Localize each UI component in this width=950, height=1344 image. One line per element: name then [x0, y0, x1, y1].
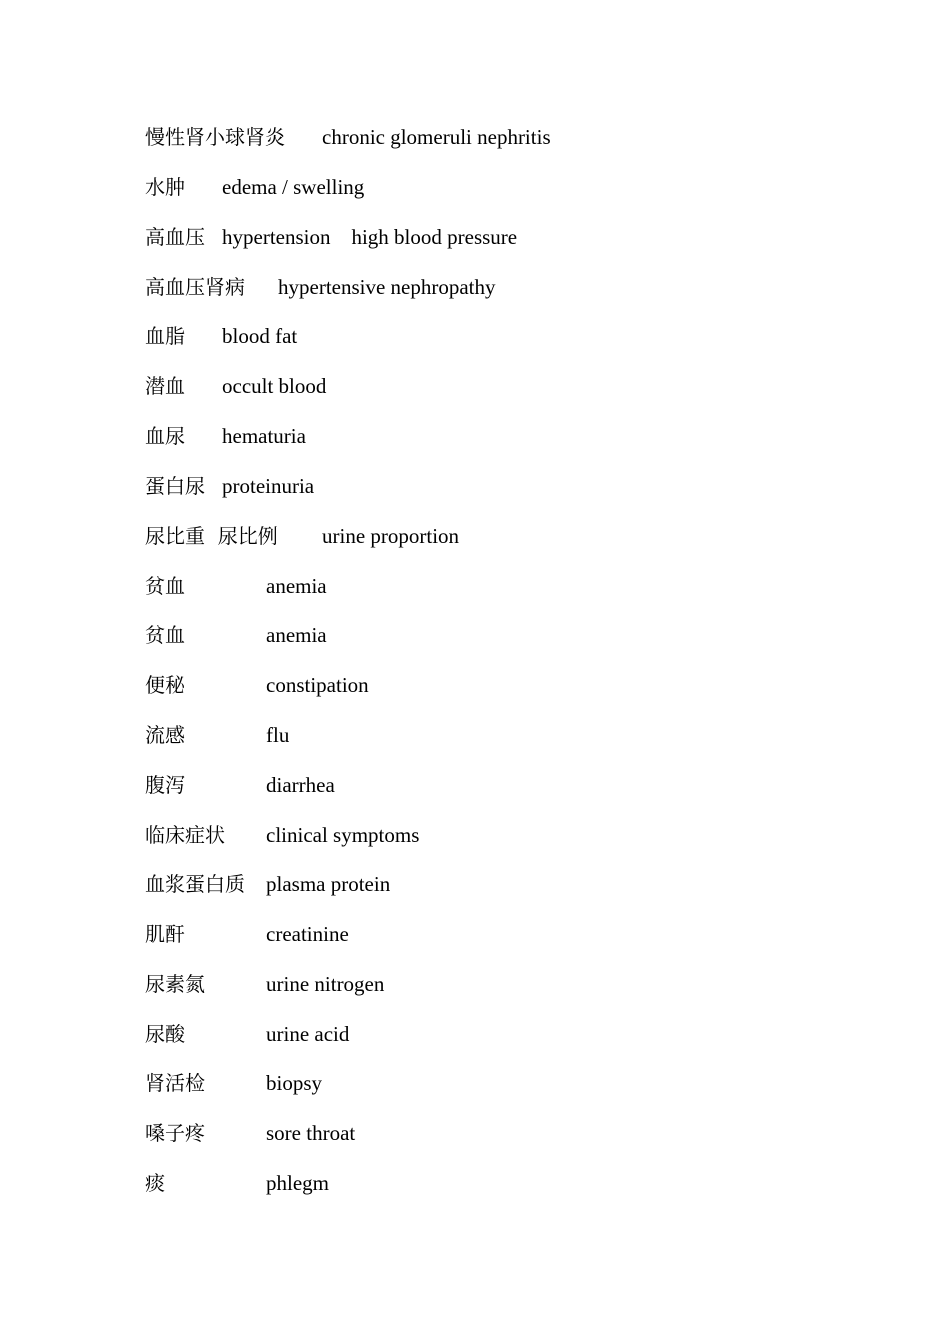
chinese-term: 临床症状 — [145, 823, 225, 847]
vocab-entry — [145, 321, 845, 351]
vocab-entry — [145, 471, 845, 501]
english-term: urine proportion — [322, 524, 460, 548]
vocab-entry — [145, 869, 845, 899]
english-term: chronic glomeruli nephritis — [322, 125, 551, 149]
chinese-term: 嗓子疼 — [145, 1121, 205, 1145]
chinese-term: 潜血 — [145, 374, 185, 398]
vocab-entry — [145, 222, 845, 252]
english-term: phlegm — [266, 1171, 329, 1195]
english-term: hematuria — [222, 424, 306, 448]
chinese-term: 便秘 — [145, 673, 185, 697]
vocab-entry — [145, 571, 845, 601]
chinese-term: 尿素氮 — [145, 972, 205, 996]
english-term: creatinine — [266, 922, 349, 946]
chinese-term: 痰 — [145, 1171, 165, 1195]
english-term: proteinuria — [222, 474, 315, 498]
vocab-entry — [145, 770, 845, 800]
english-term: edema / swelling — [222, 175, 365, 199]
chinese-term: 腹泻 — [145, 773, 185, 797]
vocab-entry — [145, 172, 845, 202]
chinese-term: 高血压 — [145, 225, 205, 249]
chinese-term: 高血压肾病 — [145, 275, 245, 299]
english-term: flu — [266, 723, 290, 747]
chinese-term: 血脂 — [145, 324, 185, 348]
english-term: hypertension high blood pressure — [222, 225, 518, 249]
english-term: urine nitrogen — [266, 972, 385, 996]
english-term: clinical symptoms — [266, 823, 420, 847]
english-term: sore throat — [266, 1121, 356, 1145]
chinese-term: 流感 — [145, 723, 185, 747]
chinese-term: 尿比重 尿比例 — [145, 524, 278, 548]
chinese-term: 血浆蛋白质 — [145, 872, 245, 896]
vocab-entry — [145, 969, 845, 999]
chinese-term: 贫血 — [145, 623, 185, 647]
vocab-entry — [145, 1019, 845, 1049]
vocab-entry — [145, 521, 845, 551]
english-term: occult blood — [222, 374, 327, 398]
english-term: diarrhea — [266, 773, 335, 797]
vocab-entry — [145, 1118, 845, 1148]
vocab-entry — [145, 720, 845, 750]
vocab-entry — [145, 272, 845, 302]
english-term: plasma protein — [266, 872, 391, 896]
chinese-term: 蛋白尿 — [145, 474, 205, 498]
english-term: constipation — [266, 673, 369, 697]
vocab-entry — [145, 1168, 845, 1198]
chinese-term: 水肿 — [145, 175, 185, 199]
chinese-term: 贫血 — [145, 574, 185, 598]
vocab-entry — [145, 122, 845, 152]
vocab-entry — [145, 371, 845, 401]
vocab-entry — [145, 919, 845, 949]
english-term: blood fat — [222, 324, 298, 348]
chinese-term: 肌酐 — [145, 922, 185, 946]
chinese-term: 尿酸 — [145, 1022, 185, 1046]
vocab-entry — [145, 820, 845, 850]
vocab-entry — [145, 620, 845, 650]
chinese-term: 慢性肾小球肾炎 — [145, 125, 285, 149]
vocab-entry — [145, 421, 845, 451]
chinese-term: 肾活检 — [145, 1071, 205, 1095]
vocab-entry — [145, 670, 845, 700]
english-term: hypertensive nephropathy — [278, 275, 496, 299]
vocab-entry — [145, 1068, 845, 1098]
english-term: urine acid — [266, 1022, 350, 1046]
english-term: biopsy — [266, 1071, 323, 1095]
english-term: anemia — [266, 574, 327, 598]
english-term: anemia — [266, 623, 327, 647]
chinese-term: 血尿 — [145, 424, 185, 448]
